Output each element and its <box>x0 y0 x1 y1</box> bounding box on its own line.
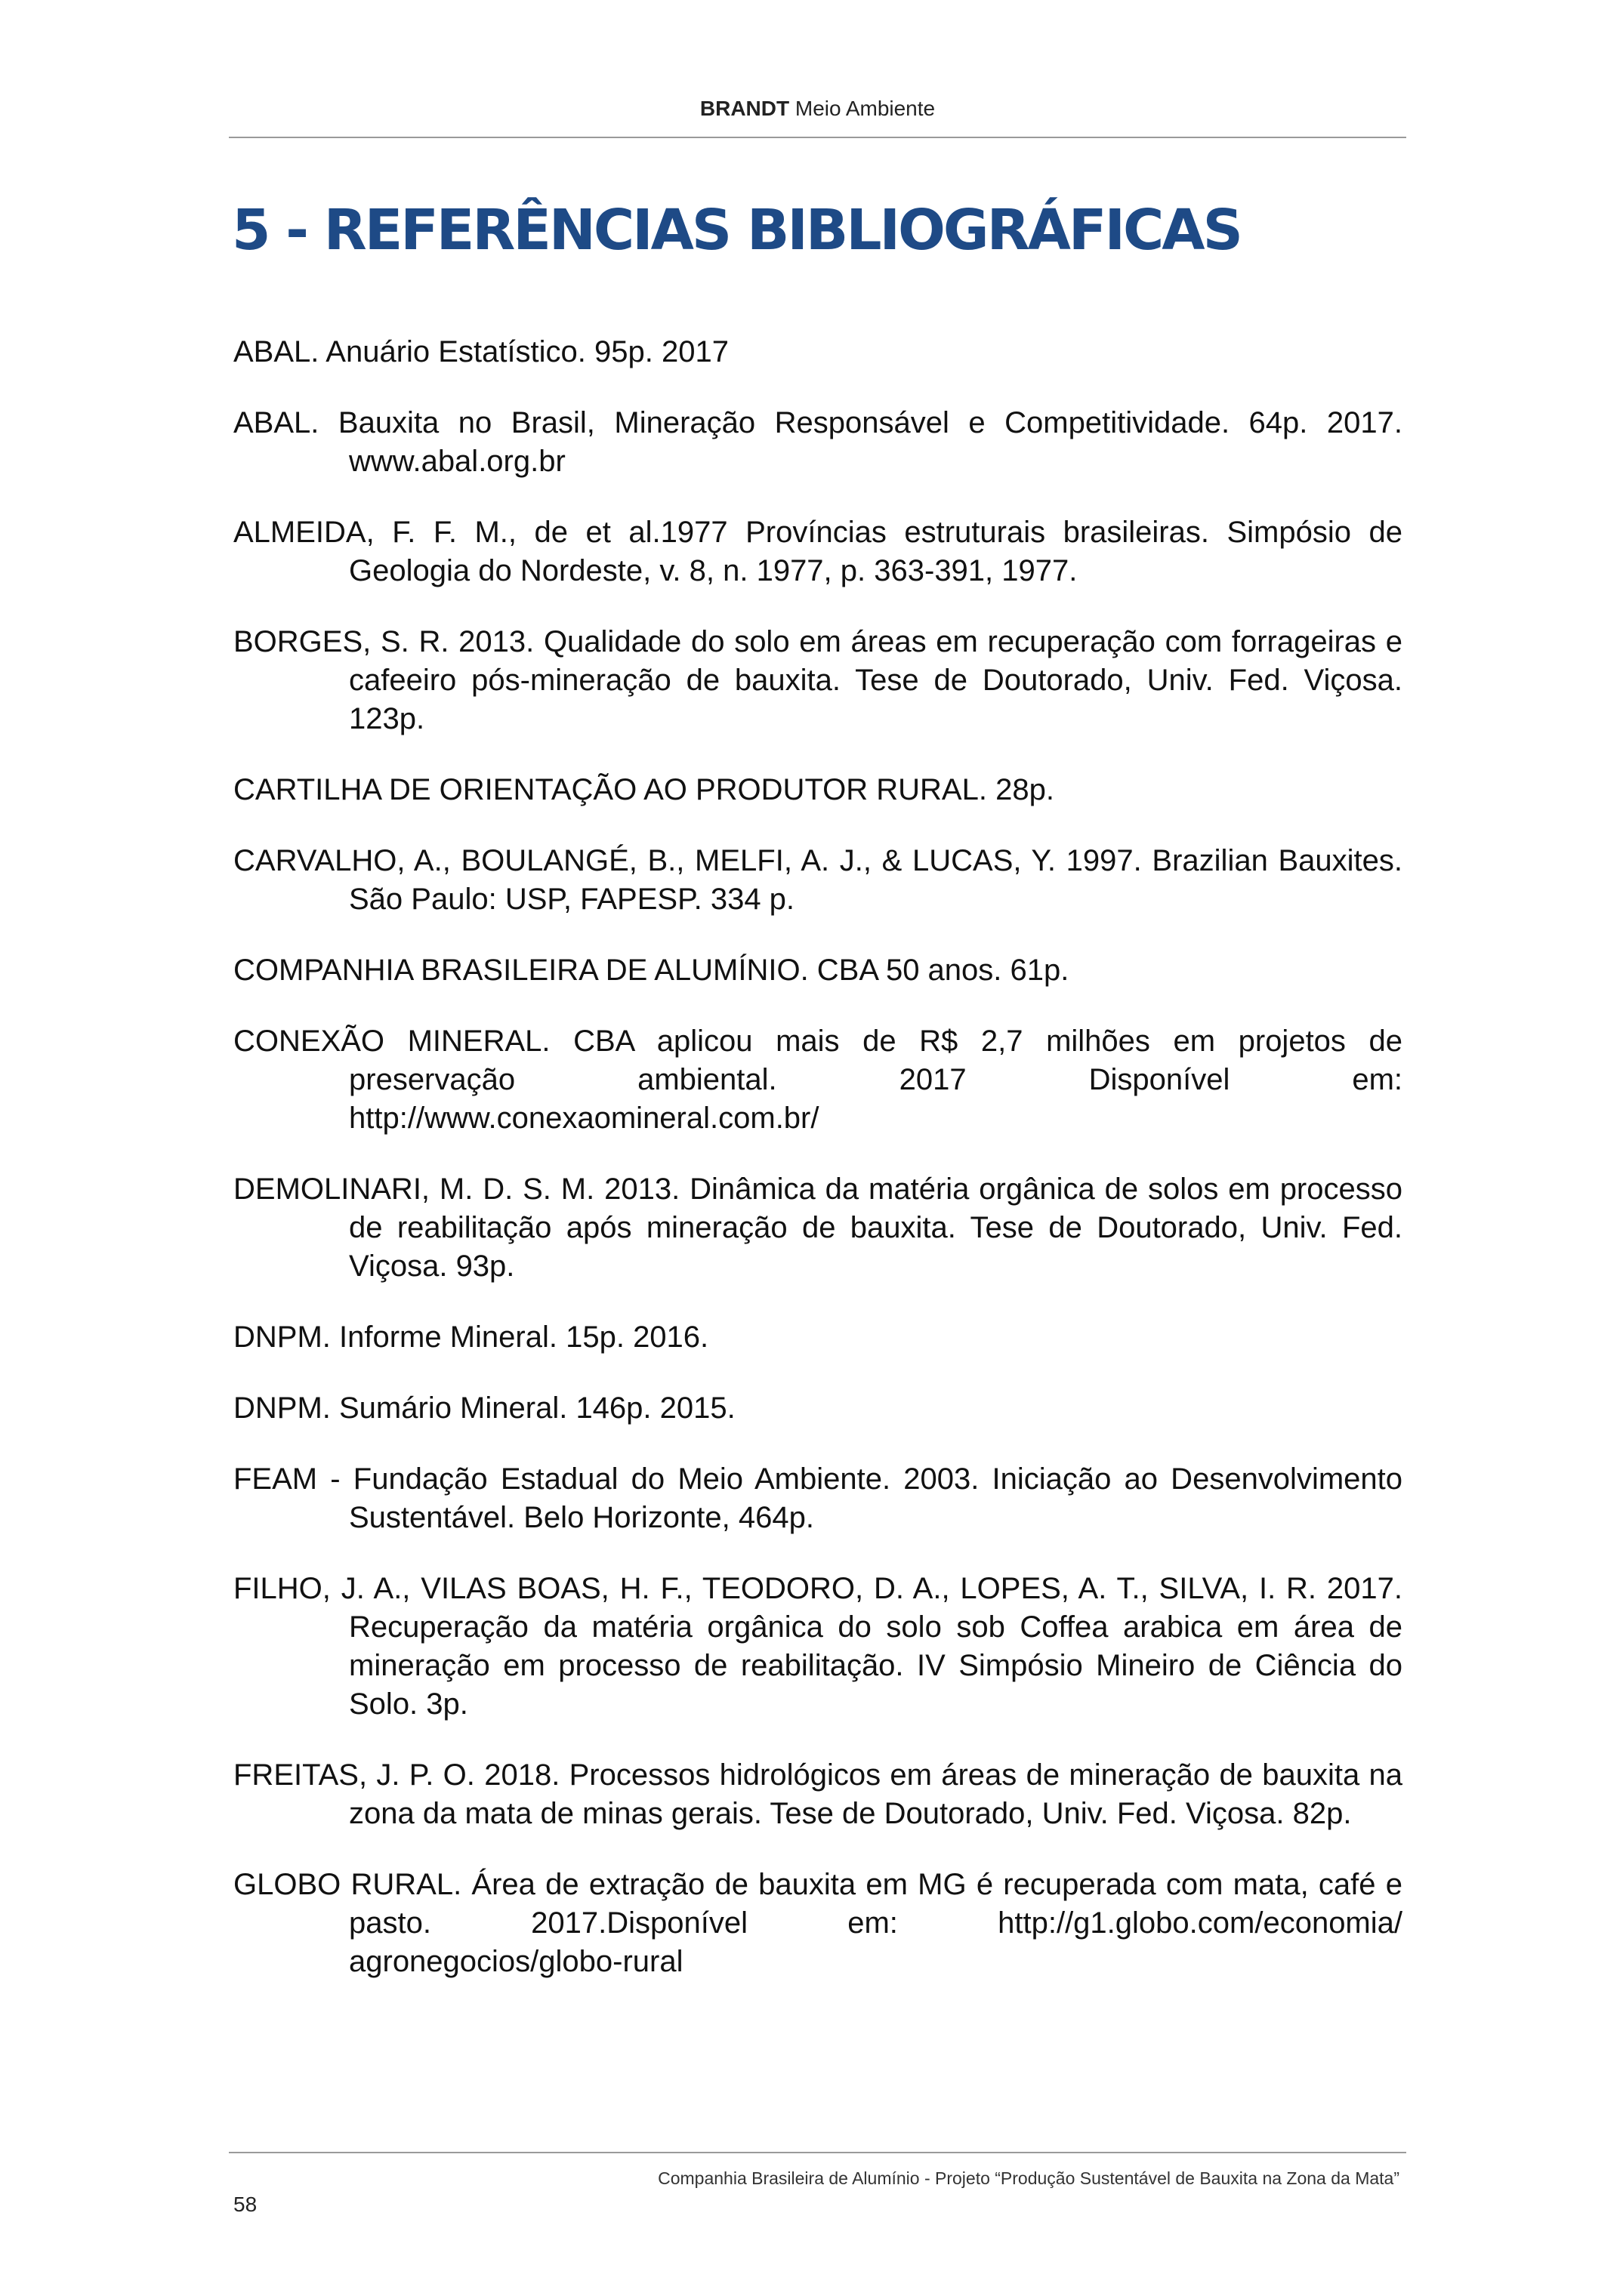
header-brand: BRANDT <box>699 97 790 120</box>
reference-item: ABAL. Anuário Estatístico. 95p. 2017 <box>233 335 729 368</box>
reference-item: DNPM. Informe Mineral. 15p. 2016. <box>233 1321 709 1354</box>
section-title: 5 - REFERÊNCIAS BIBLIOGRÁFICAS <box>232 198 1241 263</box>
reference-item: BORGES, S. R. 2013. Qualidade do solo em áreas em recuperação com forrageiras e cafeeiro pós-mineração de bauxita. Tese de Doutorado, Univ. Fed. Viçosa. 123p. <box>233 625 1402 735</box>
reference-item: FILHO, J. A., VILAS BOAS, H. F., TEODORO, D. A., LOPES, A. T., SILVA, I. R. 2017. Recuperação da matéria orgânica do solo sob Coffea arabica em área de mineração em processo de reabilitação. IV Simpósio Mineiro de Ciência do Solo. 3p. <box>233 1572 1402 1721</box>
page-header <box>229 97 1406 121</box>
reference-item: CONEXÃO MINERAL. CBA aplicou mais de R$ 2,7 milhões em projetos de preservação ambiental. 2017 Disponível em: http://www.conexaomineral.com.br/ <box>233 1025 1402 1135</box>
reference-item: ALMEIDA, F. F. M., de et al.1977 Províncias estruturais brasileiras. Simpósio de Geologia do Nordeste, v. 8, n. 1977, p. 363-391, 1977. <box>233 516 1402 587</box>
reference-list <box>233 333 1402 2014</box>
reference-item: COMPANHIA BRASILEIRA DE ALUMÍNIO. CBA 50 anos. 61p. <box>233 954 1069 987</box>
reference-item: FEAM - Fundação Estadual do Meio Ambiente. 2003. Iniciação ao Desenvolvimento Sustentável. Belo Horizonte, 464p. <box>233 1462 1402 1534</box>
header-subtitle: Meio Ambiente <box>795 97 936 120</box>
reference-item: CARVALHO, A., BOULANGÉ, B., MELFI, A. J., & LUCAS, Y. 1997. Brazilian Bauxites. São Paulo: USP, FAPESP. 334 p. <box>233 844 1402 916</box>
footer-divider <box>229 2152 1406 2153</box>
footer-project-text: Companhia Brasileira de Alumínio - Projeto “Produção Sustentável de Bauxita na Zona da Mata” <box>658 2168 1399 2188</box>
reference-item: CARTILHA DE ORIENTAÇÃO AO PRODUTOR RURAL. 28p. <box>233 773 1054 806</box>
reference-item: GLOBO RURAL. Área de extração de bauxita em MG é recuperada com mata, café e pasto. 2017.Disponível em: http://g1.globo.com/economia/ agronegocios/globo-rural <box>233 1868 1402 1978</box>
page-number: 58 <box>233 2193 258 2216</box>
header-divider <box>229 137 1406 138</box>
reference-item: FREITAS, J. P. O. 2018. Processos hidrológicos em áreas de mineração de bauxita na zona da mata de minas gerais. Tese de Doutorado, Univ. Fed. Viçosa. 82p. <box>233 1758 1402 1830</box>
reference-item: DEMOLINARI, M. D. S. M. 2013. Dinâmica da matéria orgânica de solos em processo de reabilitação após mineração de bauxita. Tese de Doutorado, Univ. Fed. Viçosa. 93p. <box>233 1173 1402 1283</box>
reference-item: ABAL. Bauxita no Brasil, Mineração Responsável e Competitividade. 64p. 2017. www.abal.org.br <box>233 406 1402 478</box>
reference-item: DNPM. Sumário Mineral. 146p. 2015. <box>233 1391 736 1425</box>
